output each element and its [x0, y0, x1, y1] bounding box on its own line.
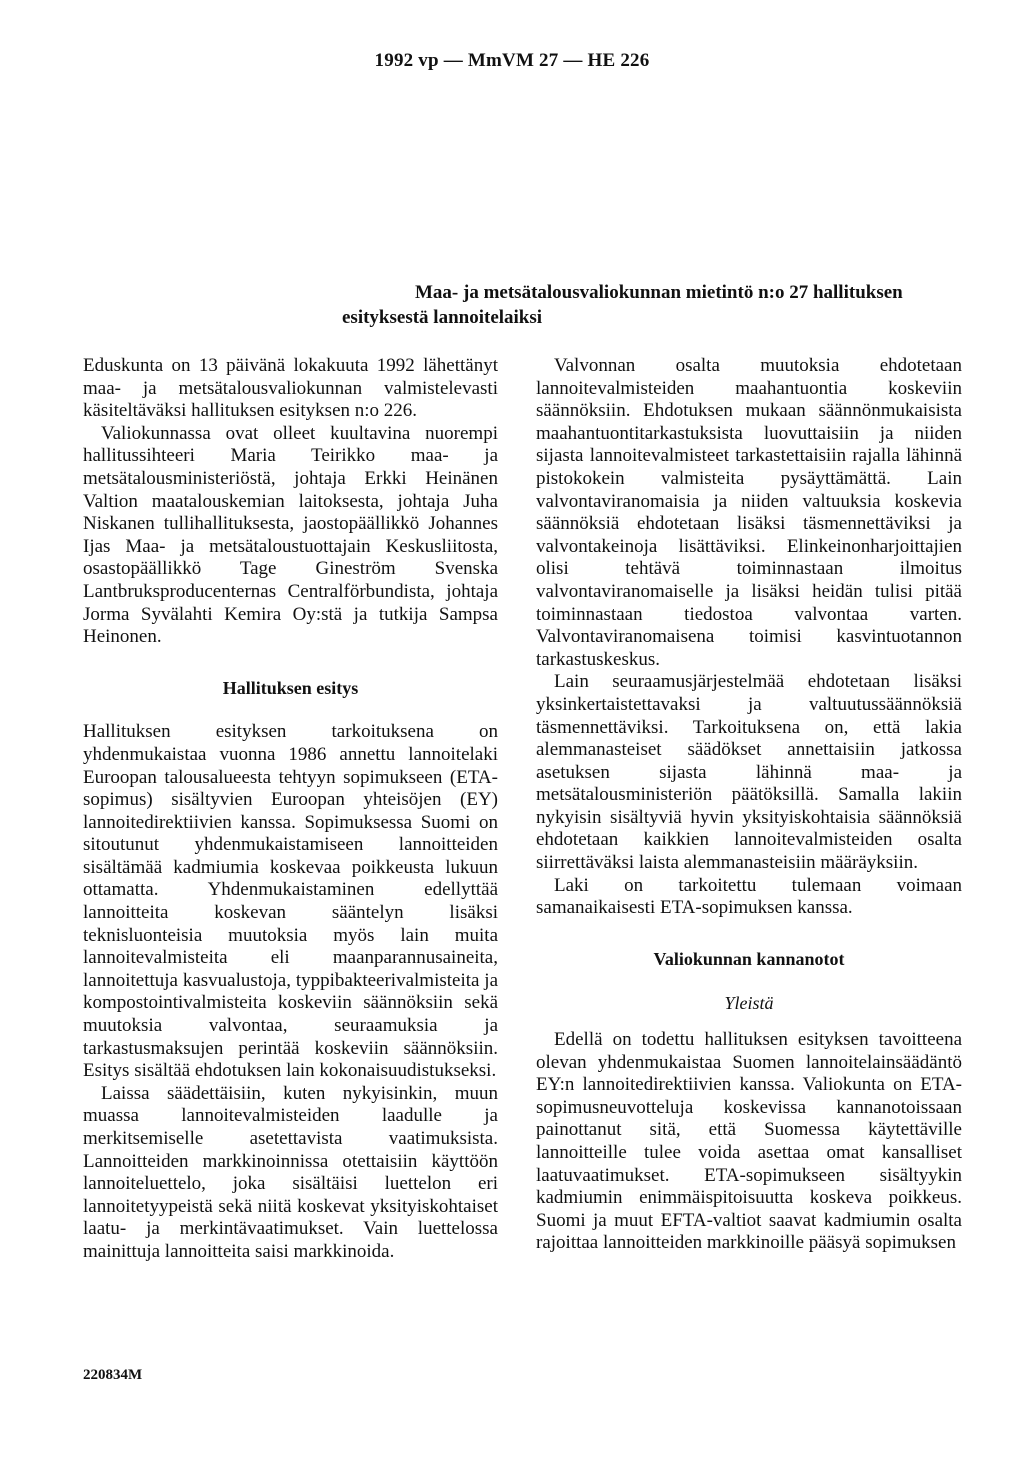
- yleista-paragraph: Edellä on todettu hallituksen esityksen tavoitteena olevan yhdenmukaistaa Suomen lannoitelainsäädäntö EY:n lannoitedirektiivien kanssa. Valiokunta on ETA-sopimusneuvotteluja koskevissa kannanotoissaan painottanut sitä, että Suomessa käytettäville lannoitteille tulee voida asettaa omat kansalliset laatuvaatimukset. ETA-sopimukseen sisältyykin kadmiumin enimmäispitoisuutta koskeva poikkeus. Suomi ja muut EFTA-valtiot saavat kadmiumin osalta rajoittaa lannoitteiden markkinoille pääsyä sopimuksen: [536, 1029, 962, 1254]
- running-header: 1992 vp — MmVM 27 — HE 226: [374, 50, 650, 71]
- sub-heading-yleista: Yleistä: [724, 993, 774, 1014]
- voimaantulo-paragraph: Laki on tarkoitettu tulemaan voimaan samanaikaisesti ETA-sopimuksen kanssa.: [536, 874, 962, 919]
- section-heading-hallituksen-esitys: Hallituksen esitys: [222, 677, 359, 698]
- document-title-line-1: Maa- ja metsätalousvaliokunnan mietintö n:o 27 hallituksen: [415, 282, 903, 303]
- esitys-paragraph-2: Laissa säädettäisiin, kuten nykyisinkin, muun muassa lannoitevalmisteiden laadulle ja merkitsemiselle asetettavista vaatimuksista. Lannoitteiden markkinoinnissa otettaisiin käyttöön lannoiteluettelo, joka sisältäisi luettelon eri lannoitetyypeistä sekä niitä koskevat yksityiskohtaiset laatu- ja merkintävaatimukset. Vain luettelossa mainittuja lannoitteita saisi markkinoida.: [83, 1082, 498, 1262]
- valvonta-paragraph: Valvonnan osalta muutoksia ehdotetaan lannoitevalmisteiden maahantuontia koskeviin säännöksiin. Ehdotuksen mukaan säännönmukaisista maahantuontitarkastuksista luovuttaisiin ja niiden sijasta lannoitevalmisteet tarkastettaisiin rajalla lähinnä pistokokein valmisteita pysäyttämättä. Lain valvontaviranomaisia ja niiden valtuuksia koskevia säännöksiä ehdotetaan lisäksi täsmennettäviksi ja valvontakeinoja lisättäviksi. Elinkeinonharjoittajien olisi tehtävä toiminnastaan ilmoitus valvontaviranomaiselle ja lisäksi heidän tulisi pitää toiminnastaan tiedostoa valvontaa varten. Valvontaviranomaisena toimisi kasvintuotannon tarkastuskeskus.: [536, 355, 962, 670]
- left-column: [83, 355, 498, 1264]
- right-column: [536, 355, 962, 1255]
- section-heading-valiokunnan-kannanotot: Valiokunnan kannanotot: [653, 948, 845, 969]
- footer-print-code: 220834M: [83, 1367, 143, 1383]
- document-title-line-2: esityksestä lannoitelaiksi: [342, 307, 543, 328]
- esitys-paragraph-1: Hallituksen esityksen tarkoituksena on yhdenmukaistaa vuonna 1986 annettu lannoitelaki Euroopan talousalueesta tehtyyn sopimukseen (ETA-sopimus) sisältyvien Euroopan yhteisöjen (EY) lannoitedirektiivien kanssa. Sopimuksessa Suomi on sitoutunut yhdenmukaistamiseen lannoitteiden sisältämää kadmiumia koskevaa poikkeusta lukuun ottamatta. Yhdenmukaistaminen edellyttää lannoitteita koskevan sääntelyn lisäksi teknisluonteisia muutoksia myös lain muita lannoitevalmisteita eli maanparannusaineita, lannoitettuja kasvualustoja, typpibakteerivalmisteita ja kompostointivalmisteita koskeviin säännöksiin sekä muutoksia valvontaa, seuraamuksia ja tarkastusmaksujen perintää koskeviin säännöksiin. Esitys sisältää ehdotuksen lain kokonaisuudistukseksi.: [83, 721, 498, 1082]
- document-title: [342, 280, 975, 330]
- hearing-paragraph: Valiokunnassa ovat olleet kuultavina nuorempi hallitussihteeri Maria Teirikko maa- ja metsätalousministeriöstä, johtaja Erkki Heinänen Valtion maatalouskemian laitoksesta, johtaja Juha Niskanen tullihallituksesta, jaostopäällikkö Johannes Ijas Maa- ja metsätaloustuottajain Keskusliitosta, osastopäällikkö Tage Gineström Svenska Lantbruksproducenternas Centralförbundista, johtaja Jorma Syvälahti Kemira Oy:stä ja tutkija Sampsa Heinonen.: [83, 422, 498, 648]
- intro-paragraph: Eduskunta on 13 päivänä lokakuuta 1992 lähettänyt maa- ja metsätalousvaliokunnan valmistelevasti käsiteltäväksi hallituksen esityksen n:o 226.: [83, 355, 498, 422]
- seuraamus-paragraph: Lain seuraamusjärjestelmää ehdotetaan lisäksi yksinkertaistettavaksi ja valtuutussäännöksiä täsmennettäviksi. Tarkoituksena on, että lakia alemmanasteiset säädökset annettaisiin jatkossa asetuksen sijasta lähinnä maa- ja metsätalousministeriön päätöksillä. Samalla lakiin nykyisin sisältyviä hyvin yksityiskohtaisia säännöksiä ehdotetaan kaikkien lannoitevalmisteiden osalta siirrettäväksi laista alemmanasteisiin määräyksiin.: [536, 671, 962, 874]
